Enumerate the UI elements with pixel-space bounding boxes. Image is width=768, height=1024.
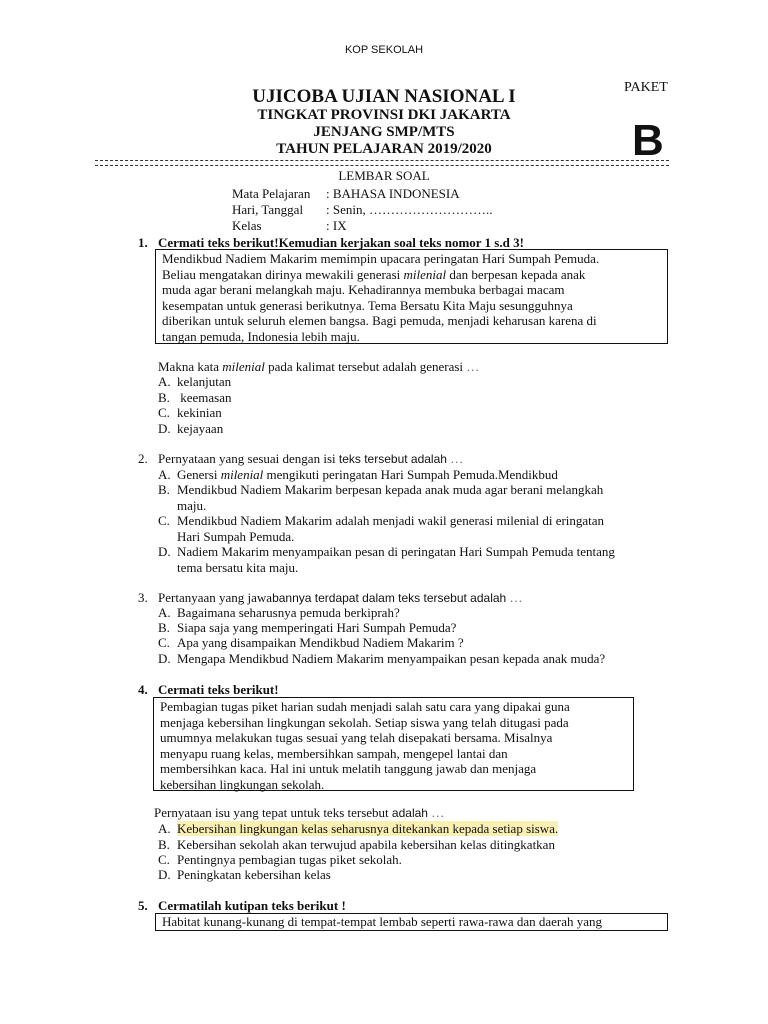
option-text: Hari Sumpah Pemuda. <box>177 528 295 544</box>
option-letter: A. <box>158 605 171 620</box>
passage-line: kebersihan lingkungan sekolah. <box>160 776 325 792</box>
q4-question <box>154 805 444 822</box>
option-letter: C. <box>158 852 170 867</box>
option-letter: C. <box>158 635 170 650</box>
kop-sekolah: KOP SEKOLAH <box>344 44 424 56</box>
info-value: : Senin, ……………………….. <box>326 202 493 217</box>
paket-label: PAKET <box>624 80 668 95</box>
passage-text: Beliau mengatakan dirinya mewakili generasi <box>162 266 401 282</box>
question-text: bannya terdapat dalam teks tersebut adalah <box>272 591 507 605</box>
q2-option-b[interactable] <box>158 482 603 513</box>
option-letter: B. <box>158 837 170 852</box>
option-letter: B. <box>158 482 170 497</box>
info-row-class <box>232 218 347 234</box>
option-text: maju. <box>177 497 207 513</box>
q4-instruction <box>138 682 279 698</box>
paket-letter: B <box>632 116 664 165</box>
passage-text: dan berpesan kepada anak <box>449 266 586 282</box>
q4-option-b[interactable] <box>158 837 555 853</box>
info-row-date <box>232 202 492 218</box>
passage-line: menjaga kebersihan lingkungan sekolah. Setiap siswa yang telah ditugasi pada <box>160 714 569 730</box>
passage-line: umumnya melakukan tugas sesuai yang telah disepakati bersama. Misalnya <box>160 730 553 745</box>
question-text: Makna kata <box>158 359 220 374</box>
option-text-highlighted: Kebersihan lingkungan kelas seharusnya ditekankan kepada setiap siswa. <box>177 821 559 836</box>
option-letter: C. <box>158 513 170 528</box>
option-letter: B. <box>158 620 170 635</box>
option-letter: D. <box>158 651 171 666</box>
term-milenial: milenial <box>220 467 264 482</box>
info-value: : BAHASA INDONESIA <box>326 186 460 201</box>
question-number: 2. <box>138 451 148 466</box>
option-letter: B. <box>158 390 170 405</box>
q3-option-d[interactable] <box>158 651 605 667</box>
option-text: Kebersihan sekolah akan terwujud apabila kebersihan kelas ditingkatkan <box>177 837 555 852</box>
option-text: Peningkatan kebersihan kelas <box>177 867 331 882</box>
q3-option-b[interactable] <box>158 620 456 636</box>
passage-line: muda agar berani melangkah maju. Kehadirannya membuka berbagai macam <box>162 282 565 297</box>
option-text: kejayaan <box>177 421 224 436</box>
exam-year: TAHUN PELAJARAN 2019/2020 <box>276 141 492 157</box>
passage-line: membersihkan kaca. Hal ini untuk melatih tanggung jawab dan menjaga <box>160 761 537 776</box>
question-text: adalah <box>391 806 428 820</box>
question-number: 5. <box>138 898 148 913</box>
question-text: Pertanyaan yang jawa <box>158 590 273 605</box>
q5-instruction <box>138 898 346 914</box>
info-label: Mata Pelajaran <box>232 186 311 201</box>
question-number: 3. <box>138 590 148 605</box>
option-text: Genersi <box>177 467 218 482</box>
option-text: kekinian <box>177 405 222 420</box>
passage-line: Mendikbud Nadiem Makarim memimpin upacara peringatan Hari Sumpah Pemuda. <box>162 251 600 266</box>
question-text: pada kalimat tersebut adalah generasi <box>268 359 464 374</box>
ellipsis: … <box>466 359 480 374</box>
passage-line: menyapu ruang kelas, membersihkan sampah, mengepel lantai dan <box>160 745 508 761</box>
option-text: Apa yang disampaikan Mendikbud Nadiem Makarim ? <box>177 635 464 650</box>
ellipsis: … <box>431 805 445 820</box>
info-value: : IX <box>326 218 347 233</box>
question-text: Pernyataan isu yang tepat untuk teks tersebut <box>154 805 389 820</box>
passage-line: tangan pemuda, Indonesia lebih maju. <box>162 328 360 344</box>
term-milenial: milenial <box>403 266 447 282</box>
option-letter: A. <box>158 374 171 389</box>
option-letter: D. <box>158 421 171 436</box>
q1-passage-box <box>155 249 668 344</box>
option-text: Mengapa Mendikbud Nadiem Makarim menyampaikan pesan kepada anak muda? <box>177 651 606 666</box>
question-text: Pernyataan yang sesuai dengan isi <box>158 451 336 466</box>
option-letter: D. <box>158 867 171 882</box>
info-row-subject <box>232 186 460 202</box>
q4-option-a[interactable] <box>158 821 558 837</box>
q3-option-c[interactable] <box>158 635 464 651</box>
q1-option-c[interactable] <box>158 405 222 421</box>
header-divider <box>95 160 669 166</box>
passage-line: Habitat kunang-kunang di tempat-tempat lembab seperti rawa-rawa dan daerah yang <box>162 914 603 929</box>
exam-title: UJICOBA UJIAN NASIONAL I <box>252 86 516 107</box>
exam-level: TINGKAT PROVINSI DKI JAKARTA <box>257 107 511 123</box>
q2-option-d[interactable] <box>158 544 615 575</box>
option-letter: A. <box>158 821 171 836</box>
option-letter: A. <box>158 467 171 482</box>
option-letter: D. <box>158 544 171 559</box>
q1-question <box>158 359 479 375</box>
info-label: Kelas <box>232 218 262 233</box>
ellipsis: … <box>509 590 523 605</box>
q3-option-a[interactable] <box>158 605 400 621</box>
q1-option-d[interactable] <box>158 421 223 437</box>
passage-line: Pembagian tugas piket harian sudah menjadi salah satu cara yang dipakai guna <box>160 699 570 714</box>
q4-passage-box <box>153 697 634 791</box>
option-letter: C. <box>158 405 170 420</box>
question-text: teks tersebut adalah <box>338 452 447 466</box>
term-milenial: milenial <box>222 359 265 374</box>
q4-option-d[interactable] <box>158 867 331 883</box>
sheet-title: LEMBAR SOAL <box>338 168 430 183</box>
option-text: Mendikbud Nadiem Makarim adalah menjadi wakil generasi milenial di eringatan <box>177 513 605 528</box>
passage-line <box>162 267 661 283</box>
instruction-text: Cermati teks berikut! <box>158 682 279 697</box>
option-text: tema bersatu kita maju. <box>177 559 299 575</box>
instruction-text: Cermatilah kutipan teks berikut ! <box>158 898 346 913</box>
question-number: 4. <box>138 682 148 697</box>
ellipsis: … <box>450 451 464 466</box>
q5-passage-box <box>155 913 668 931</box>
q2-option-c[interactable] <box>158 513 604 544</box>
q2-option-a[interactable] <box>158 467 558 483</box>
option-text: Nadiem Makarim menyampaikan pesan di peringatan Hari Sumpah Pemuda tentang <box>177 544 615 559</box>
option-text: Mendikbud Nadiem Makarim berpesan kepada anak muda agar berani melangkah <box>177 482 604 497</box>
passage-line: diberikan untuk seluruh elemen bangsa. Bagi pemuda, menjadi keharusan karena di <box>162 313 597 328</box>
option-text: kelanjutan <box>177 374 232 389</box>
q4-option-c[interactable] <box>158 852 402 868</box>
q1-option-b[interactable] <box>158 390 232 406</box>
exam-jenjang: JENJANG SMP/MTS <box>313 124 455 140</box>
instruction-text: Cermati teks berikut!Kemudian kerjakan soal teks nomor 1 s.d 3! <box>158 235 524 250</box>
option-text: mengikuti peringatan Hari Sumpah Pemuda.Mendikbud <box>263 467 558 482</box>
q2-question <box>138 451 463 468</box>
info-label: Hari, Tanggal <box>232 202 304 217</box>
question-number: 1. <box>138 235 148 250</box>
option-text: Siapa saja yang memperingati Hari Sumpah Pemuda? <box>177 620 457 635</box>
option-text: Bagaimana seharusnya pemuda berkiprah? <box>177 605 400 620</box>
option-text: Pentingnya pembagian tugas piket sekolah. <box>177 852 402 867</box>
option-text: keemasan <box>177 390 232 405</box>
passage-line: kesempatan untuk generasi berikutnya. Tema Bersatu Kita Maju sesungguhnya <box>162 297 573 313</box>
q1-option-a[interactable] <box>158 374 231 390</box>
